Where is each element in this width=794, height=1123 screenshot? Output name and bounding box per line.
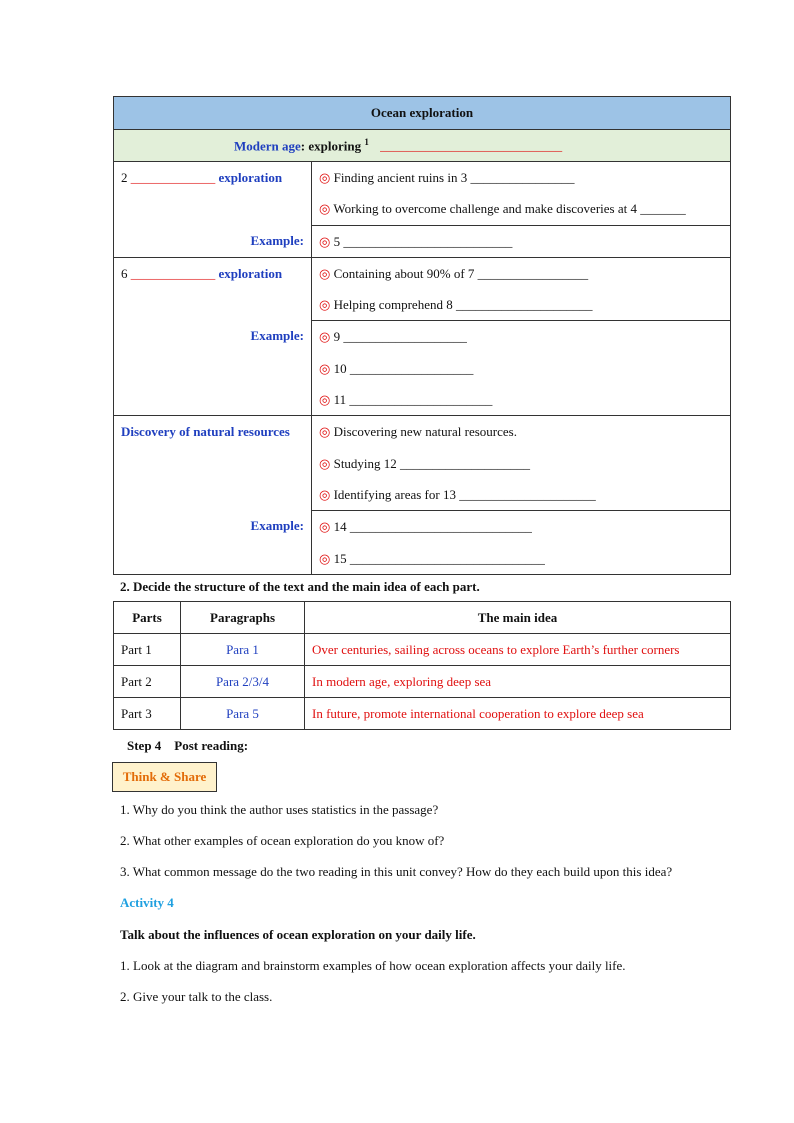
example-label: Example:: [250, 232, 304, 248]
table-title: Ocean exploration: [114, 97, 731, 130]
example-label: Example:: [250, 518, 304, 534]
table-row: Part 2 Para 2/3/4 In modern age, exploring deep sea: [114, 666, 731, 698]
table-row: Part 3 Para 5 In future, promote international cooperation to explore deep sea: [114, 698, 731, 730]
column-header: Paragraphs: [181, 602, 305, 634]
section-items: [312, 257, 731, 321]
section-examples: [312, 321, 731, 416]
list-item: ◎ 10 ___________________: [319, 360, 474, 376]
list-item: ◎ Helping comprehend 8 _____________________: [319, 297, 593, 313]
list-item: ◎ 5 __________________________: [319, 233, 513, 249]
think-share-box: Think & Share: [112, 762, 217, 792]
list-item: ◎ Finding ancient ruins in 3 ________________: [319, 170, 575, 185]
activity-4-item-2: 2. Give your talk to the class.: [120, 989, 273, 1004]
question-2: 2. What other examples of ocean exploration do you know of?: [120, 833, 445, 848]
table-header-row: [114, 602, 731, 634]
blank-1[interactable]: ____________________________: [380, 138, 563, 154]
structure-table: [113, 601, 731, 730]
example-label: Example:: [250, 328, 304, 344]
list-item: ◎ Containing about 90% of 7 _________________: [319, 265, 589, 281]
activity-4-title: Activity 4: [120, 895, 174, 910]
column-header: Parts: [114, 602, 181, 634]
list-item: ◎ 14 ____________________________: [319, 519, 532, 535]
list-item: ◎ Identifying areas for 13 _____________________: [319, 486, 596, 502]
activity-4-item-1: 1. Look at the diagram and brainstorm examples of how ocean exploration affects your daily life.: [120, 958, 626, 973]
question-3: 3. What common message do the two reading in this unit convey? How do they each build upon this idea?: [120, 864, 673, 879]
section-examples: [312, 511, 731, 575]
column-header: The main idea: [305, 602, 731, 634]
table-row: Part 1 Para 1 Over centuries, sailing across oceans to explore Earth’s further corners: [114, 634, 731, 666]
blank-2[interactable]: _____________: [130, 170, 216, 185]
section-examples: [312, 225, 731, 257]
list-item: ◎ Discovering new natural resources.: [319, 424, 517, 440]
blank-6[interactable]: _____________: [130, 265, 216, 281]
section-label: 2 _____________ exploration Example:: [114, 162, 312, 258]
section-items: [312, 416, 731, 511]
activity-4-heading: Talk about the influences of ocean exploration on your daily life.: [120, 927, 476, 942]
step-4-heading: Step 4 Post reading:: [127, 738, 249, 753]
list-item: ◎ Studying 12 ____________________: [319, 455, 531, 471]
modern-age-label: Modern age: [234, 138, 301, 154]
section-label: 6 _____________ exploration Example:: [114, 257, 312, 415]
section-items: [312, 162, 731, 226]
ocean-exploration-table: [113, 96, 731, 575]
list-item: ◎ 9 ___________________: [319, 329, 467, 345]
question-1: 1. Why do you think the author uses statistics in the passage?: [120, 802, 439, 817]
section-2-heading: 2. Decide the structure of the text and the main idea of each part.: [120, 579, 480, 594]
modern-age-row: Modern age: exploring $^1$ ____________________________: [114, 130, 731, 162]
section-label: Discovery of natural resources Example:: [114, 416, 312, 574]
list-item: ◎ Working to overcome challenge and make discoveries at 4 _______: [319, 201, 686, 217]
exploring-label: exploring: [308, 138, 365, 154]
list-item: ◎ 11 ______________________: [319, 392, 493, 408]
list-item: ◎ 15 ______________________________: [319, 550, 545, 566]
